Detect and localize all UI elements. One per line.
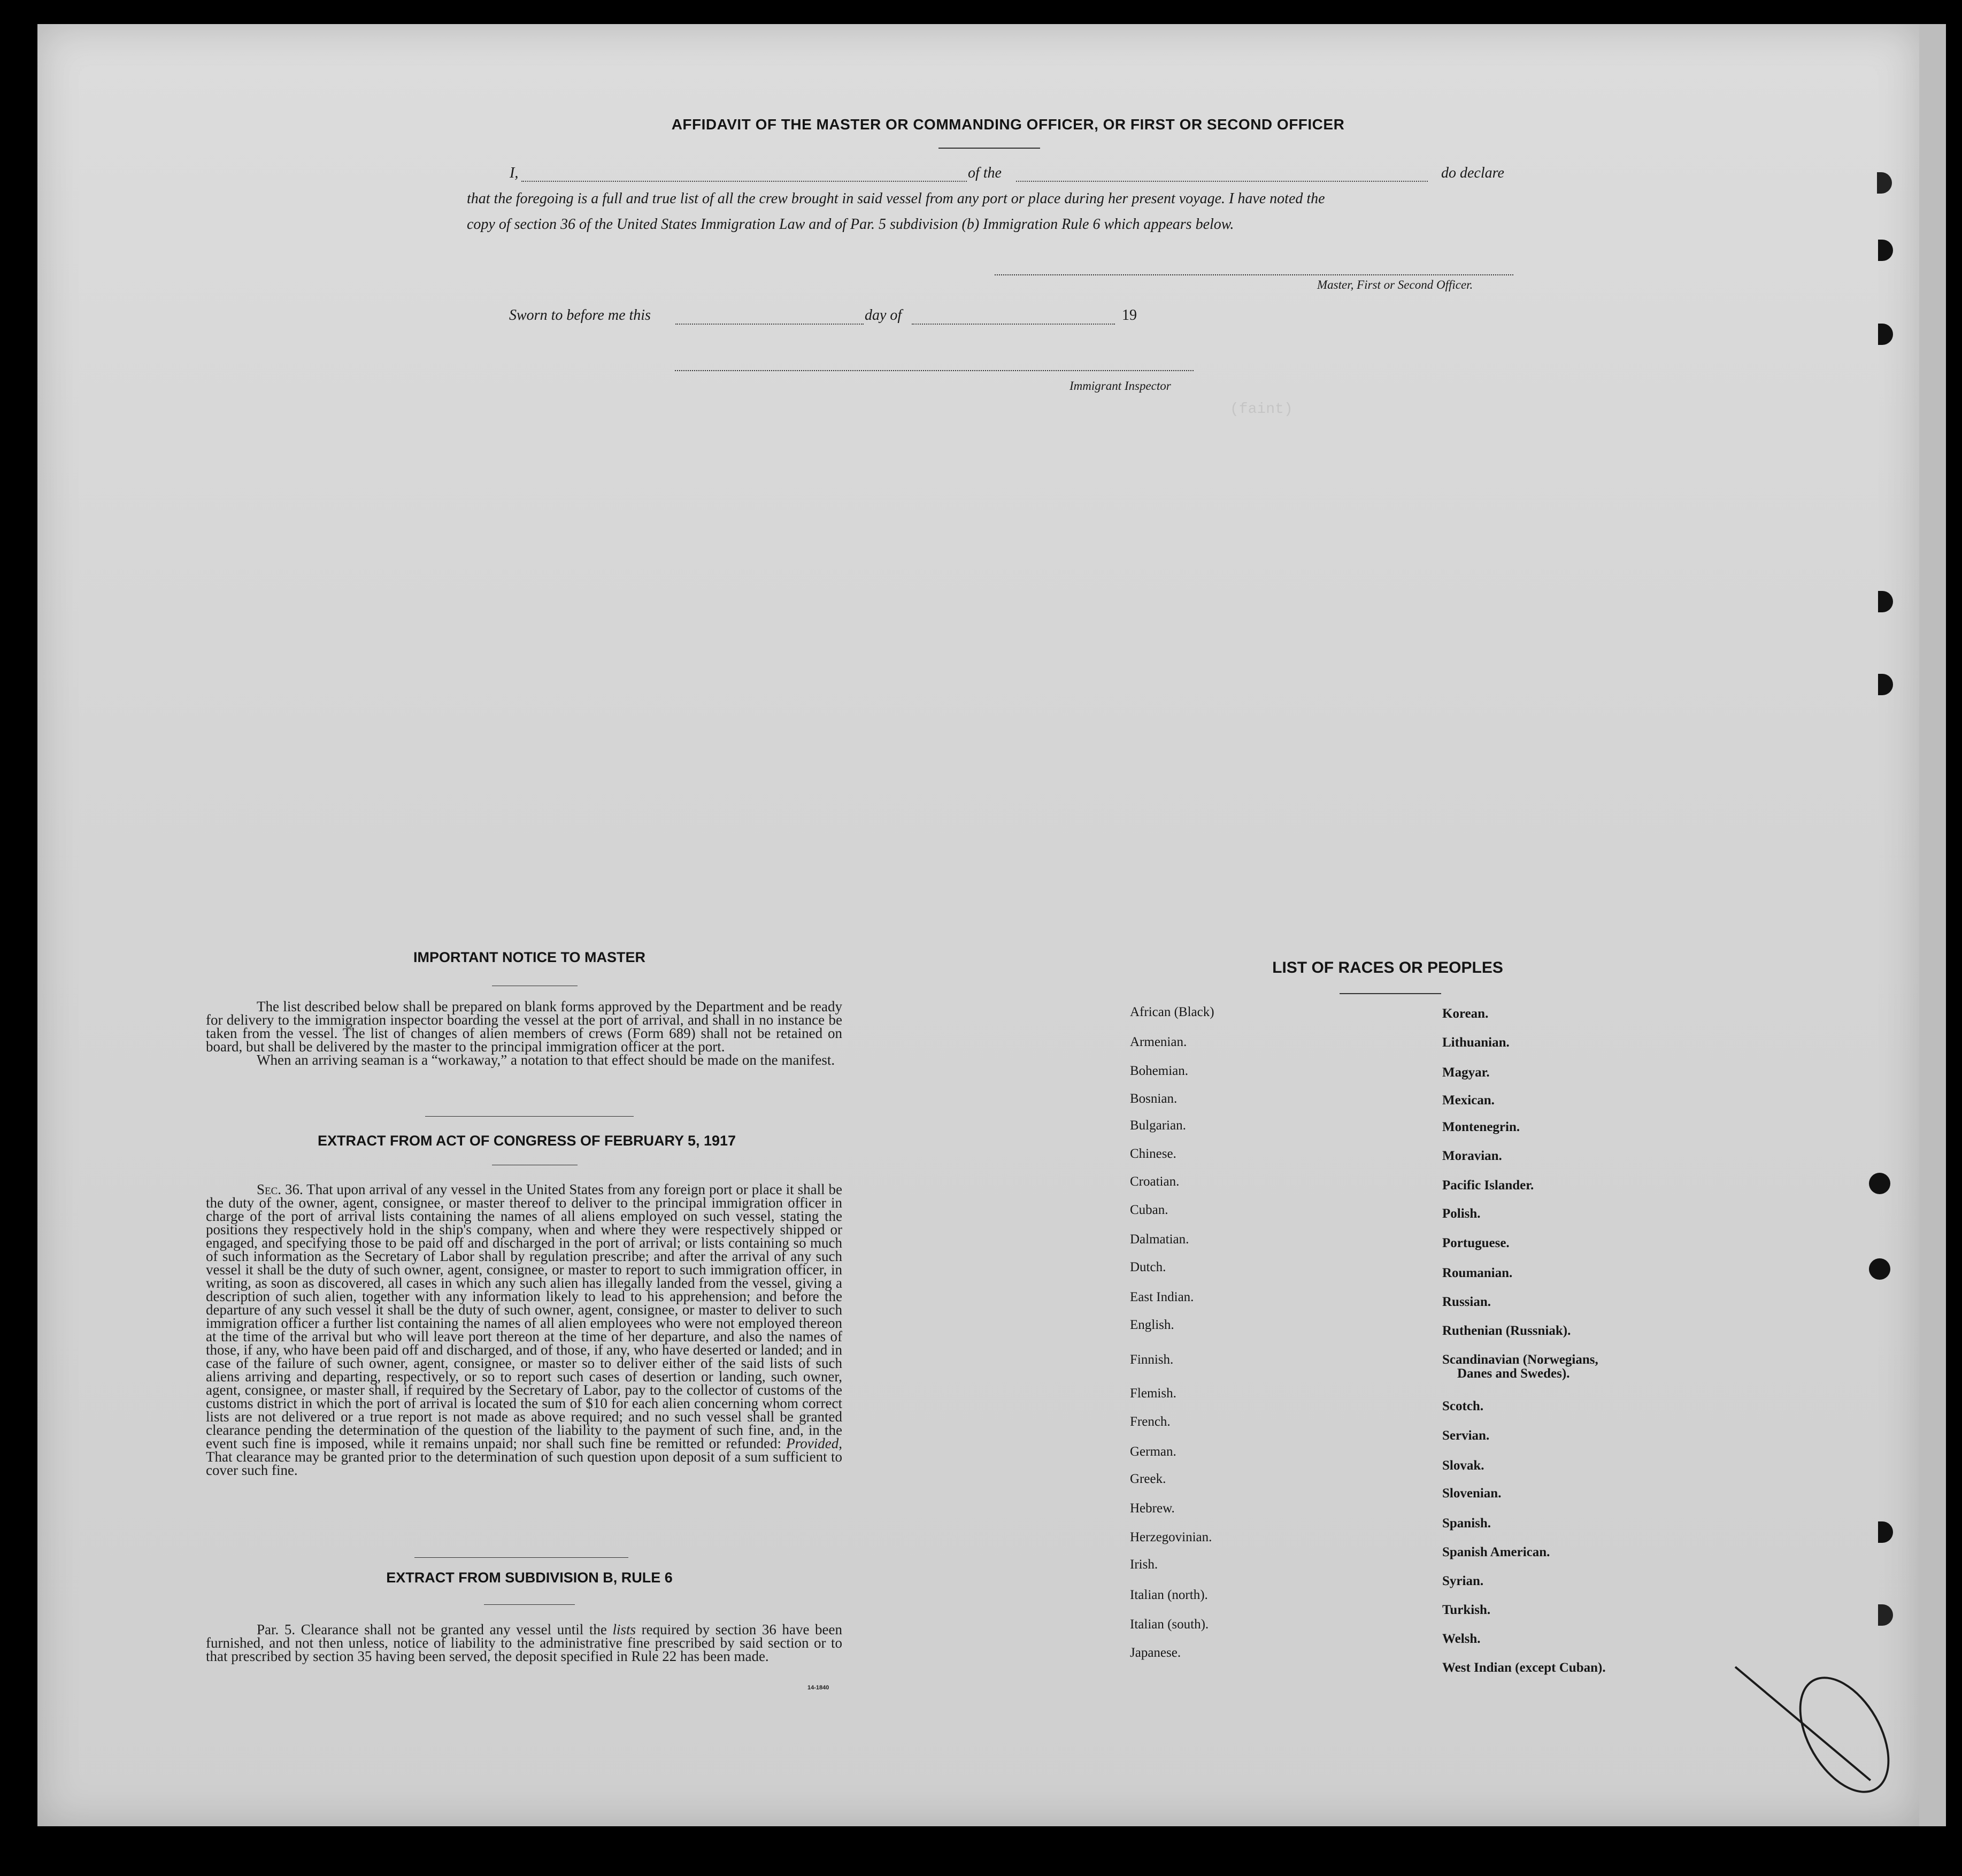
rule-extract-title: EXTRACT FROM SUBDIVISION B, RULE 6	[386, 1570, 673, 1586]
rule-title-rule	[484, 1604, 575, 1605]
affidavit-declare-label: do declare	[1441, 165, 1504, 181]
affidavit-title-rule	[938, 148, 1040, 149]
race-list-item: Bulgarian.	[1130, 1118, 1186, 1133]
race-list-item: Greek.	[1130, 1472, 1166, 1486]
race-list-item: Scotch.	[1442, 1399, 1484, 1413]
race-list-item: Italian (south).	[1130, 1617, 1209, 1632]
notice-paragraph-1: The list described below shall be prepared on blank forms approved by the Department and be ready for delivery to the immigration inspector boarding the vessel at the port of arrival, and shall in no instance be taken from the vessel. The list of changes of alien members of crews (Form 689) shall not be retained on board, but shall be delivered by the master to the principal immigration officer at the port.	[206, 998, 842, 1055]
race-list-item: Armenian.	[1130, 1035, 1187, 1049]
year-prefix: 19	[1122, 307, 1137, 324]
race-list-item: Scandinavian (Norwegians,	[1442, 1352, 1598, 1367]
race-list-item: Portuguese.	[1442, 1236, 1510, 1250]
affidavit-statement-line3: copy of section 36 of the United States Immigration Law and of Par. 5 subdivision (b) Immigration Rule 6 which appears below.	[467, 216, 1234, 233]
race-list-item: African (Black)	[1130, 1005, 1214, 1019]
race-list-item: Danes and Swedes).	[1457, 1366, 1570, 1381]
race-list-item: Ruthenian (Russniak).	[1442, 1324, 1571, 1338]
race-list-item: Moravian.	[1442, 1149, 1502, 1163]
race-list-item: Turkish.	[1442, 1603, 1491, 1617]
rule-extract-body	[206, 1623, 842, 1663]
race-list-item: Dalmatian.	[1130, 1232, 1189, 1247]
race-list-item: Finnish.	[1130, 1352, 1174, 1367]
act-extract-title: EXTRACT FROM ACT OF CONGRESS OF FEBRUARY 5, 1917	[317, 1133, 736, 1149]
race-list-item: Korean.	[1442, 1006, 1489, 1021]
race-list-item: Herzegovinian.	[1130, 1530, 1212, 1544]
sworn-month-line	[912, 324, 1115, 325]
race-list-item: English.	[1130, 1318, 1174, 1332]
race-list-item: Pacific Islander.	[1442, 1178, 1534, 1193]
race-list-item: Syrian.	[1442, 1574, 1484, 1588]
page-edge	[1919, 24, 1946, 1826]
affidavit-i-label: I,	[510, 165, 519, 181]
race-list-item: Bohemian.	[1130, 1064, 1189, 1078]
race-list-item: Polish.	[1442, 1206, 1481, 1221]
name-field-line	[521, 181, 967, 182]
notice-title: IMPORTANT NOTICE TO MASTER	[413, 949, 645, 965]
act-text-b: That clearance may be granted prior to the determination of such question upon deposit of a sum sufficient to cover such fine.	[206, 1449, 842, 1478]
rule-text-b: required by section 36 have been furnished, and not then unless, notice of liability to the administrative fine prescribed by said section or to that prescribed by section 35 having been served, the deposit specified in Rule 22 has been made.	[206, 1621, 842, 1664]
race-list-item: Spanish American.	[1442, 1545, 1550, 1559]
race-list-item: Japanese.	[1130, 1646, 1181, 1660]
race-list-item: Dutch.	[1130, 1260, 1166, 1274]
notice-body	[206, 1000, 842, 1067]
races-list-left	[1130, 1005, 1429, 1690]
race-list-item: Croatian.	[1130, 1174, 1180, 1189]
rule-text-a: Par. 5. Clearance shall not be granted any vessel until the	[257, 1621, 607, 1637]
sworn-label: Sworn to before me this	[509, 307, 651, 324]
race-list-item: Mexican.	[1442, 1093, 1495, 1108]
race-list-item: Magyar.	[1442, 1065, 1490, 1080]
race-list-item: Chinese.	[1130, 1147, 1176, 1161]
lists-word: lists	[612, 1621, 636, 1637]
races-title: LIST OF RACES OR PEOPLES	[1272, 959, 1503, 977]
affidavit-of-the-label: of the	[968, 165, 1002, 181]
affidavit-title: AFFIDAVIT OF THE MASTER OR COMMANDING OFFICER, OR FIRST OR SECOND OFFICER	[671, 116, 1345, 133]
race-list-item: Montenegrin.	[1442, 1120, 1520, 1134]
sworn-day-line	[675, 324, 864, 325]
binder-hole	[1869, 1258, 1890, 1280]
provided-word: Provided,	[786, 1435, 843, 1451]
master-signature-label: Master, First or Second Officer.	[1317, 278, 1473, 291]
section-divider	[425, 1116, 634, 1117]
master-signature-line	[995, 274, 1513, 275]
race-list-item: Welsh.	[1442, 1632, 1481, 1646]
inspector-signature-line	[675, 370, 1194, 371]
race-list-item: Slovak.	[1442, 1458, 1484, 1473]
race-list-item: Roumanian.	[1442, 1266, 1513, 1280]
act-text-a: That upon arrival of any vessel in the United States from any foreign port or place it shall be the duty of the owner, agent, consignee, or master thereof to deliver to the principal immigration officer in charge of the port of arrival lists containing the names of all aliens employed on such vessel, stating the positions they respectively hold in the ship's company, when and where they were respectively shipped or engaged, and specifying those to be paid off and discharged in the port of arrival; or lists containing so much of such information as the Secretary of Labor shall by regulation prescribe; and after the arrival of any such vessel it shall be the duty of such owner, agent, consignee, or master to report to such immigration officer, in writing, as soon as discovered, all cases in which any such alien has illegally landed from the vessel, giving a description of such alien, together with any information likely to lead to his apprehension; and before the departure of any such vessel it shall be the duty of such owner, agent, consignee, or master to deliver to such immigration officer a further list containing the names of all alien employees who were not employed thereon at the time of the arrival but who will leave port thereon at the time of her departure, and also the names of those, if any, who have been paid off and discharged, and of those, if any, who have deserted or landed; and in case of the failure of such owner, agent, consignee, or master so to deliver either of the said lists of such aliens arriving and departing, respectively, or so to report such cases of desertion or landing, such owner, agent, consignee, or master shall, if required by the Secretary of Labor, pay to the collector of customs of the customs district in which the port of arrival is located the sum of $10 for each alien concerning whom correct lists are not delivered or a true report is not made as above required; and no such vessel shall be granted clearance pending the determination of the question of the liability to the payment of such fine, and, in the event such fine is imposed, while it remains unpaid; nor shall such fine be remitted or refunded:	[206, 1181, 842, 1451]
race-list-item: Slovenian.	[1442, 1486, 1502, 1501]
race-list-item: Spanish.	[1442, 1516, 1491, 1531]
notice-paragraph-2: When an arriving seaman is a “workaway,” a notation to that effect should be made on the manifest.	[257, 1052, 835, 1068]
binder-hole	[1869, 1173, 1890, 1194]
inspector-signature-label: Immigrant Inspector	[1070, 379, 1171, 393]
race-list-item: Flemish.	[1130, 1386, 1176, 1401]
race-list-item: Irish.	[1130, 1557, 1158, 1572]
section-divider	[414, 1557, 628, 1558]
vessel-field-line	[1016, 181, 1428, 182]
race-list-item: Lithuanian.	[1442, 1035, 1510, 1050]
form-code: 14-1840	[807, 1685, 829, 1691]
race-list-item: French.	[1130, 1414, 1171, 1429]
race-list-item: Russian.	[1442, 1295, 1491, 1309]
race-list-item: Hebrew.	[1130, 1501, 1175, 1516]
race-list-item: Servian.	[1442, 1428, 1490, 1443]
race-list-item: German.	[1130, 1444, 1176, 1459]
races-title-rule	[1340, 993, 1441, 994]
affidavit-statement-line2: that the foregoing is a full and true list of all the crew brought in said vessel from any port or place during her present voyage. I have noted the	[467, 190, 1325, 207]
race-list-item: East Indian.	[1130, 1290, 1194, 1304]
race-list-item: Cuban.	[1130, 1203, 1168, 1217]
races-list-right	[1442, 1005, 1742, 1690]
race-list-item: Bosnian.	[1130, 1091, 1178, 1106]
day-of-label: day of	[865, 307, 902, 324]
act-extract-body	[206, 1183, 842, 1477]
race-list-item: Italian (north).	[1130, 1588, 1208, 1602]
section-label: Sec. 36.	[257, 1181, 303, 1197]
race-list-item: West Indian (except Cuban).	[1442, 1660, 1606, 1675]
